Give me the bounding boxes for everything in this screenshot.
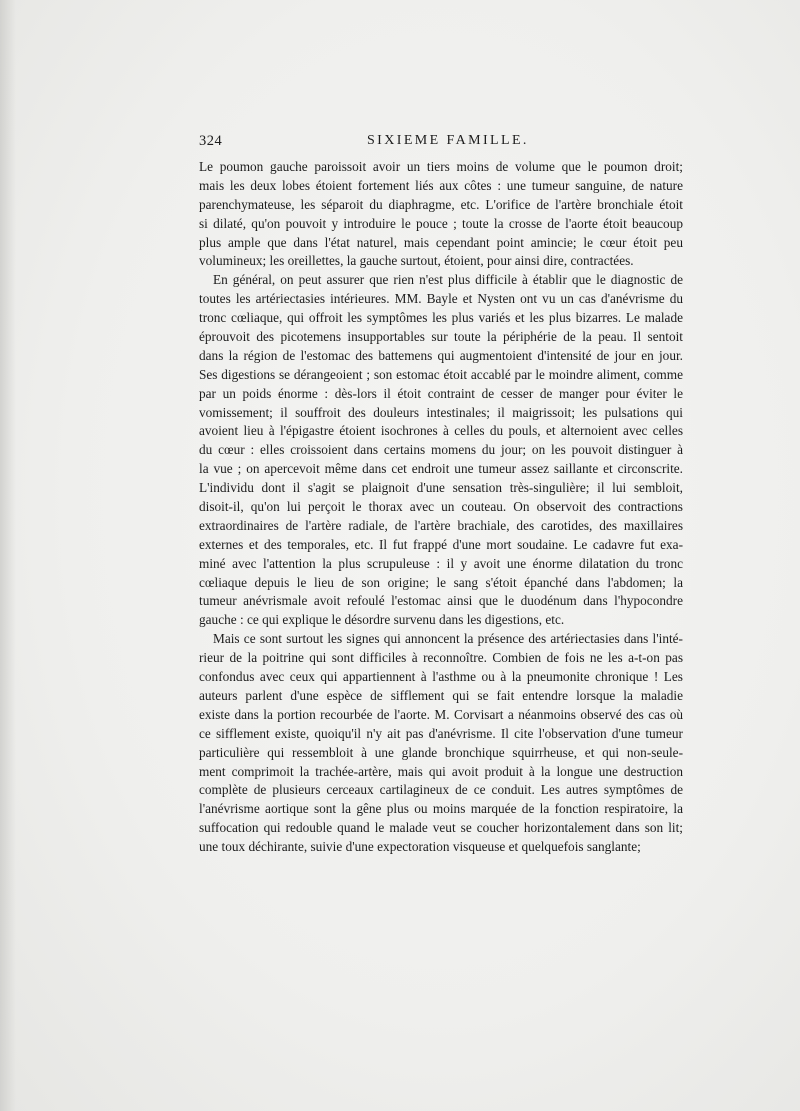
body-text xyxy=(199,158,683,857)
text-line: rieur de la poitrine qui sont difficiles à reconnoître. Combien de fois ne les a-t-on pas xyxy=(199,650,683,666)
text-line: mais les deux lobes étoient fortement liés aux côtes : une tumeur sanguine, de nature xyxy=(199,177,683,193)
text-line: avoient lieu à l'épigastre étoient isochrones à celles du pouls, et alternoient avec celles xyxy=(199,423,683,439)
text-line: particulière qui ressembloit à une glande bronchique squirrheuse, et qui non-seule- xyxy=(199,744,683,760)
text-line: une toux déchirante, suivie d'une expectoration visqueuse et quelquefois sanglante; xyxy=(199,839,641,855)
text-line: tronc cœliaque, qui offroit les symptômes les plus variés et les plus bizarres. Le malade xyxy=(199,310,683,326)
text-line: parenchymateuse, les séparoit du diaphragme, etc. L'orifice de l'artère bronchiale étoit xyxy=(199,196,683,212)
text-line: tumeur anévrismale avoit refoulé l'estomac ainsi que le duodénum dans l'hypocondre xyxy=(199,593,683,609)
text-line: suffocation qui redouble quand le malade veut se coucher horizontalement dans son lit; xyxy=(199,820,683,836)
page-header xyxy=(199,133,683,153)
text-line: auteurs parlent d'une espèce de sifflement qui se fait entendre lorsque la maladie xyxy=(199,687,683,703)
page-edge-shadow xyxy=(0,0,16,1111)
text-line: par un poids énorme : dès-lors il étoit contraint de cesser de manger pour éviter le xyxy=(199,385,683,401)
text-line: miné avec l'attention la plus scrupuleuse : il y avoit une énorme dilatation du tronc xyxy=(199,555,683,571)
text-line: disoit-il, qu'on lui perçoit le thorax avec un couteau. On observoit des contractions xyxy=(199,499,683,515)
text-line: Ses digestions se dérangeoient ; son estomac étoit accablé par le moindre aliment, comme xyxy=(199,366,683,382)
text-line: existe dans la portion recourbée de l'aorte. M. Corvisart a néanmoins observé des cas où xyxy=(199,706,683,722)
paragraph xyxy=(199,630,683,857)
text-line: dans la région de l'estomac des battemens qui augmentoient d'intensité de jour en jour. xyxy=(199,347,683,363)
text-line: Le poumon gauche paroissoit avoir un tiers moins de volume que le poumon droit; xyxy=(199,159,683,174)
text-line: plus ample que dans l'état naturel, mais cependant point amincie; le cœur étoit peu xyxy=(199,234,683,250)
text-line: externes et des temporales, etc. Il fut frappé d'une mort soudaine. Le cadavre fut exa- xyxy=(199,536,683,552)
text-line: L'individu dont il s'agit se plaignoit d'une sensation très-singulière; il lui sembloit, xyxy=(199,480,683,496)
text-line: cœliaque depuis le lieu de son origine; le sang s'étoit épanché dans l'abdomen; la xyxy=(199,574,683,590)
running-title: SIXIEME FAMILLE. xyxy=(367,133,529,148)
text-line: ment comprimoit la trachée-artère, mais qui avoit produit à la longue une destruction xyxy=(199,763,683,779)
text-line: si dilaté, qu'on pouvoit y introduire le pouce ; toute la crosse de l'aorte étoit beaucoup xyxy=(199,215,683,231)
text-line: l'anévrisme aortique sont la gêne plus ou moins marquée de la fonction respiratoire, la xyxy=(199,801,683,817)
text-line: ce sifflement existe, quoiqu'il n'y ait pas d'anévrisme. Il cite l'observation d'une tumeur xyxy=(199,725,683,741)
text-line: la vue ; on apercevoit même dans cet endroit une tumeur assez saillante et circonscrite. xyxy=(199,461,683,477)
text-line: En général, on peut assurer que rien n'est plus difficile à établir que le diagnostic de xyxy=(213,272,683,288)
text-line: complète de plusieurs cerceaux cartilagineux de ce conduit. Les autres symptômes de xyxy=(199,782,683,798)
text-line: vomissement; il souffroit des douleurs intestinales; il maigrissoit; les pulsations qui xyxy=(199,404,683,420)
text-line: Mais ce sont surtout les signes qui annoncent la présence des artériectasies dans l'inté- xyxy=(213,631,683,647)
text-line: gauche : ce qui explique le désordre survenu dans les digestions, etc. xyxy=(199,612,565,628)
text-line: confondus avec ceux qui appartiennent à l'asthme ou à la pneumonite chronique ! Les xyxy=(199,669,683,685)
text-line: toutes les artériectasies intérieures. MM. Bayle et Nysten ont vu un cas d'anévrisme du xyxy=(199,291,683,307)
text-line: extraordinaires de l'artère radiale, de l'artère brachiale, des carotides, des maxillaires xyxy=(199,517,683,533)
text-line: éprouvoit des picotemens insupportables sur toute la périphérie de la peau. Il sentoit xyxy=(199,329,683,345)
text-line: volumineux; les oreillettes, la gauche surtout, étoient, pour ainsi dire, contractées. xyxy=(199,253,634,269)
paragraph xyxy=(199,158,683,271)
paragraph xyxy=(199,271,683,630)
page-number: 324 xyxy=(199,133,223,149)
text-line: du cœur : elles croissoient dans certains momens du jour; on les pouvoit distinguer à xyxy=(199,442,683,458)
